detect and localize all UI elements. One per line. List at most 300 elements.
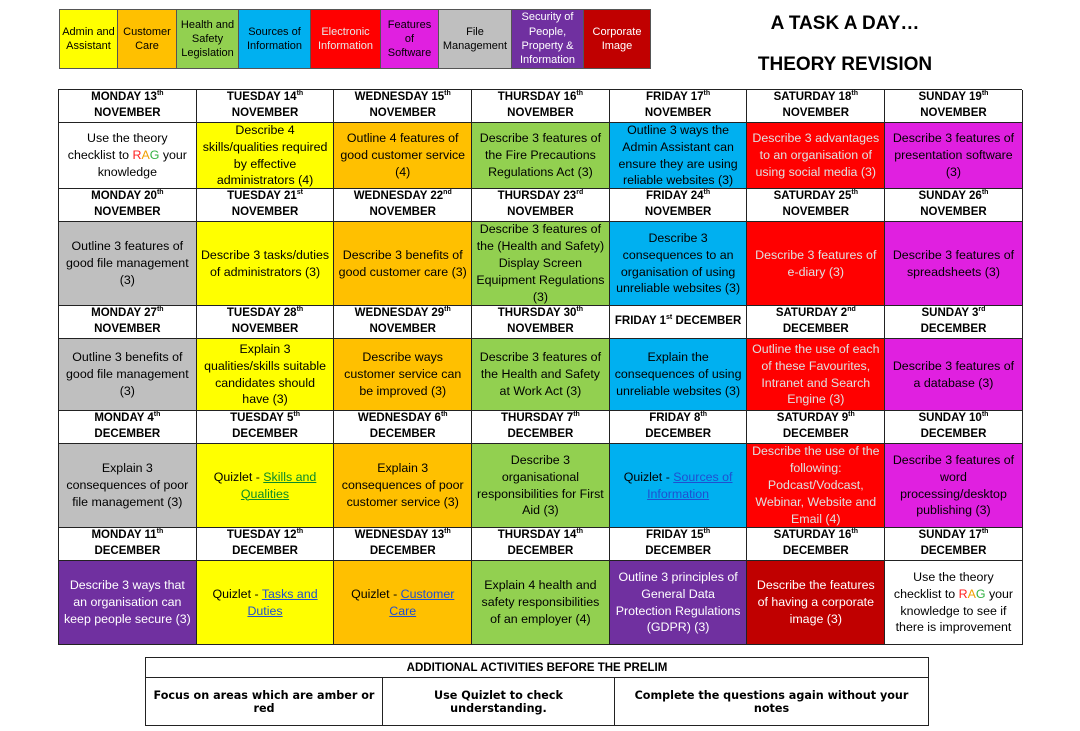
day-header-text	[94, 411, 160, 442]
task-text	[63, 130, 192, 181]
day-header-text	[91, 528, 163, 559]
day-header-text	[227, 528, 303, 559]
day-name: FRIDAY 15	[646, 529, 704, 542]
task-cell	[59, 561, 197, 645]
task-text	[338, 130, 467, 181]
task-description: Describe 3 features of the Health and Safety at Work Act (3)	[479, 350, 602, 398]
day-ordinal: th	[440, 411, 448, 419]
task-text	[63, 577, 192, 628]
day-header	[610, 189, 748, 222]
task-cell	[59, 444, 197, 528]
day-header-text	[919, 528, 989, 559]
day-month: NOVEMBER	[920, 107, 987, 119]
day-header	[747, 528, 885, 561]
day-month: NOVEMBER	[507, 206, 574, 218]
task-text	[201, 469, 330, 503]
rag-letter: R	[958, 586, 968, 601]
day-header-text	[91, 306, 163, 337]
task-cell	[59, 123, 197, 189]
day-header	[472, 90, 610, 123]
task-description: Outline 4 features of good customer service (4)	[340, 131, 466, 179]
day-header-text	[776, 306, 856, 337]
day-header-text	[919, 189, 989, 220]
day-month: NOVEMBER	[644, 206, 712, 218]
legend-health-safety: Health and Safety Legislation	[177, 10, 239, 68]
day-ordinal: th	[156, 90, 164, 98]
task-cell	[610, 444, 748, 528]
task-text	[751, 444, 880, 528]
day-name: TUESDAY 5	[230, 412, 294, 425]
day-header-text	[354, 189, 452, 220]
task-text	[338, 460, 467, 511]
task-text-pre: Use the theory checklist to	[67, 131, 168, 163]
day-header-text	[227, 306, 303, 337]
task-description: Describe 3 features of the (Health and Safety) Display Screen Equipment Regulations (3)	[476, 222, 605, 304]
task-description: Describe 3 tasks/duties of administrators (3)	[200, 247, 330, 279]
task-text-pre: Quizlet -	[351, 586, 401, 601]
additional-activity-1: Focus on areas which are amber or red	[146, 678, 383, 725]
day-header-text	[230, 411, 300, 442]
task-text	[201, 586, 330, 620]
task-cell	[885, 444, 1023, 528]
day-name: WEDNESDAY 6	[357, 412, 441, 425]
day-header	[59, 90, 197, 123]
task-cell	[747, 561, 885, 645]
day-ordinal: th	[576, 528, 584, 536]
task-text	[476, 130, 605, 181]
task-description: Describe 3 features of a database (3)	[892, 358, 1015, 390]
rag-letter: A	[967, 586, 976, 601]
day-ordinal: th	[156, 528, 164, 536]
day-header	[334, 411, 472, 444]
day-ordinal: rd	[576, 189, 584, 197]
day-ordinal: rd	[978, 306, 986, 314]
day-ordinal: th	[981, 411, 989, 419]
legend-file-management: File Management	[439, 10, 512, 68]
task-text	[476, 577, 605, 628]
task-cell	[885, 123, 1023, 189]
day-header	[472, 411, 610, 444]
day-ordinal: th	[848, 411, 855, 419]
day-header-text	[498, 306, 583, 337]
day-name: SATURDAY 16	[773, 529, 852, 542]
day-header-text	[777, 411, 855, 442]
day-month: DECEMBER	[369, 428, 436, 440]
day-name: SUNDAY 17	[918, 529, 982, 542]
day-header	[885, 411, 1023, 444]
rag-word	[959, 587, 986, 601]
additional-activities-table	[145, 657, 929, 726]
day-header-text	[615, 314, 741, 330]
day-header-text	[355, 306, 451, 337]
day-name: SUNDAY 10	[918, 412, 982, 425]
rag-letter: G	[975, 586, 986, 601]
additional-activities-heading: ADDITIONAL ACTIVITIES BEFORE THE PRELIM	[146, 658, 928, 678]
quizlet-link[interactable]: Tasks and Duties	[247, 586, 318, 618]
day-month: DECEMBER	[920, 323, 987, 335]
day-header-text	[919, 411, 989, 442]
day-header-text	[498, 90, 583, 121]
task-description: Outline 3 features of good file management (3)	[66, 239, 189, 287]
day-month: DECEMBER	[645, 428, 711, 440]
day-header	[472, 306, 610, 339]
task-description: Describe 3 organisational responsibilities for First Aid (3)	[477, 452, 604, 518]
task-description: Describe 3 consequences to an organisation of using unreliable websites (3)	[616, 230, 741, 296]
task-cell	[197, 444, 335, 528]
day-name: SUNDAY 3	[921, 307, 979, 320]
day-month: NOVEMBER	[231, 107, 299, 119]
day-ordinal: th	[981, 90, 989, 98]
day-name: SUNDAY 26	[918, 190, 982, 203]
task-description: Outline 3 principles of General Data Protection Regulations (GDPR) (3)	[615, 569, 741, 635]
task-description: Describe 4 skills/qualities required by effective administrators (4)	[202, 123, 328, 188]
day-month: NOVEMBER	[231, 206, 299, 218]
day-month: DECEMBER	[94, 428, 161, 440]
day-month: NOVEMBER	[369, 323, 436, 335]
day-ordinal: th	[703, 189, 711, 197]
day-header-text	[645, 90, 711, 121]
task-cell	[885, 222, 1023, 306]
task-text	[63, 349, 192, 400]
task-cell	[197, 123, 335, 189]
day-month: NOVEMBER	[782, 107, 849, 119]
day-header	[610, 528, 748, 561]
day-ordinal: th	[573, 411, 580, 419]
day-month: NOVEMBER	[369, 206, 436, 218]
day-month: DECEMBER	[782, 428, 849, 440]
day-ordinal: th	[293, 411, 300, 419]
task-text	[338, 247, 467, 281]
day-header	[747, 189, 885, 222]
day-header-text	[91, 90, 163, 121]
day-header	[59, 528, 197, 561]
task-text-pre: Quizlet -	[623, 469, 674, 484]
day-month: NOVEMBER	[507, 107, 574, 119]
task-text-pre: Use the theory checklist to	[893, 569, 994, 601]
task-text	[889, 358, 1018, 392]
day-month: DECEMBER	[920, 428, 987, 440]
additional-activity-2: Use Quizlet to check understanding.	[383, 678, 615, 725]
task-text	[476, 452, 605, 519]
day-header-text	[501, 411, 580, 442]
day-name: SATURDAY 2	[775, 307, 848, 320]
day-month: DECEMBER	[369, 545, 436, 557]
day-month: NOVEMBER	[507, 323, 574, 335]
day-header	[197, 528, 335, 561]
rag-word	[133, 148, 160, 162]
day-name: MONDAY 11	[91, 529, 157, 542]
task-text	[614, 123, 743, 189]
day-name: THURSDAY 23	[497, 190, 577, 203]
day-header	[59, 411, 197, 444]
task-cell	[334, 222, 472, 306]
task-description: Describe the use of the following: Podcast/Vodcast, Webinar, Website and Email (4)	[752, 444, 880, 526]
legend-security: Security of People, Property & Information	[512, 10, 584, 68]
rag-letter: R	[132, 148, 142, 163]
day-name: SATURDAY 9	[776, 412, 849, 425]
day-header	[197, 306, 335, 339]
day-month: DECEMBER	[920, 545, 987, 557]
day-header	[885, 90, 1023, 123]
day-header	[59, 189, 197, 222]
day-ordinal: th	[156, 306, 164, 314]
day-ordinal: th	[156, 189, 164, 197]
day-month: NOVEMBER	[94, 107, 161, 119]
day-header	[472, 189, 610, 222]
day-header-text	[645, 189, 711, 220]
task-cell	[197, 561, 335, 645]
day-name: FRIDAY 17	[646, 91, 704, 104]
task-text	[63, 460, 192, 511]
day-month: NOVEMBER	[782, 206, 849, 218]
task-cell	[747, 339, 885, 411]
task-description: Explain the consequences of using unreliable websites (3)	[614, 350, 742, 398]
task-text	[751, 130, 880, 181]
task-cell	[885, 339, 1023, 411]
rag-letter: A	[141, 148, 150, 163]
day-month: DECEMBER	[507, 545, 574, 557]
quizlet-link[interactable]: Sources of Information	[647, 469, 733, 501]
day-ordinal: th	[851, 528, 858, 536]
day-name: MONDAY 27	[91, 307, 157, 320]
task-description: Describe ways customer service can be improved (3)	[344, 350, 462, 398]
task-text-post: your knowledge	[97, 148, 187, 179]
day-header	[334, 90, 472, 123]
task-text	[889, 569, 1018, 636]
day-header	[747, 90, 885, 123]
task-text	[751, 247, 880, 281]
day-header-text	[774, 90, 858, 121]
task-cell	[747, 222, 885, 306]
day-ordinal: th	[444, 528, 451, 536]
task-cell	[334, 339, 472, 411]
day-name: SATURDAY 18	[773, 91, 852, 104]
day-name: FRIDAY 1	[614, 315, 667, 328]
task-cell	[59, 222, 197, 306]
task-text	[63, 238, 192, 289]
day-name: SATURDAY 25	[773, 190, 852, 203]
day-header	[747, 306, 885, 339]
day-header	[747, 411, 885, 444]
task-description: Describe 3 features of word processing/desktop publishing (3)	[892, 452, 1015, 518]
legend-customer-care: Customer Care	[118, 10, 177, 68]
task-cell	[885, 561, 1023, 645]
task-text	[614, 469, 743, 503]
day-name: WEDNESDAY 22	[353, 190, 444, 203]
day-month: NOVEMBER	[231, 323, 299, 335]
task-text	[614, 569, 743, 636]
day-header	[885, 306, 1023, 339]
task-text	[614, 230, 743, 297]
day-header-text	[645, 528, 711, 559]
day-month: NOVEMBER	[94, 323, 161, 335]
task-text	[201, 123, 330, 189]
day-ordinal: th	[296, 306, 304, 314]
task-text	[751, 341, 880, 408]
task-description: Explain 3 consequences of poor file management (3)	[66, 461, 189, 509]
day-name: THURSDAY 30	[497, 307, 577, 320]
task-cell	[334, 444, 472, 528]
day-name: FRIDAY 8	[649, 412, 701, 425]
task-description: Describe 3 benefits of good customer care (3)	[338, 247, 467, 279]
day-name: FRIDAY 24	[646, 190, 704, 203]
day-header-text	[498, 189, 584, 220]
task-cell	[59, 339, 197, 411]
task-text	[614, 349, 743, 400]
task-cell	[472, 123, 610, 189]
day-month: NOVEMBER	[94, 206, 161, 218]
day-ordinal: th	[296, 90, 304, 98]
task-cell	[610, 123, 748, 189]
task-cell	[472, 339, 610, 411]
task-text-pre: Quizlet -	[213, 469, 264, 484]
task-text	[338, 586, 467, 620]
task-text	[889, 452, 1018, 519]
task-text	[889, 247, 1018, 281]
task-description: Explain 3 consequences of poor customer service (3)	[341, 461, 464, 509]
additional-activities-row	[146, 678, 928, 725]
task-text	[338, 349, 467, 400]
day-ordinal: th	[700, 411, 707, 419]
day-header	[334, 189, 472, 222]
task-cell	[472, 561, 610, 645]
task-description: Describe 3 features of the Fire Precautions Regulations Act (3)	[479, 131, 602, 179]
legend-admin: Admin and Assistant	[60, 10, 118, 68]
day-name: THURSDAY 16	[497, 91, 577, 104]
revision-calendar	[58, 89, 1022, 645]
task-description: Outline 3 benefits of good file management (3)	[66, 350, 189, 398]
day-header-text	[774, 189, 858, 220]
task-text	[476, 222, 605, 306]
day-header	[610, 90, 748, 123]
page-title: A TASK A DAY…	[770, 13, 920, 34]
day-header	[334, 306, 472, 339]
day-header-text	[498, 528, 583, 559]
day-header-text	[91, 189, 163, 220]
day-header	[334, 528, 472, 561]
day-name: MONDAY 4	[94, 412, 154, 425]
day-header	[472, 528, 610, 561]
task-text-post: your knowledge to see if there is improvement	[895, 586, 1014, 635]
day-month: DECEMBER	[645, 545, 711, 557]
day-name: MONDAY 20	[91, 190, 157, 203]
day-header-text	[645, 411, 711, 442]
day-name: MONDAY 13	[91, 91, 157, 104]
day-header-text	[921, 306, 987, 337]
task-description: Describe 3 features of presentation software (3)	[892, 131, 1015, 179]
day-header-text	[355, 528, 451, 559]
task-cell	[334, 123, 472, 189]
day-month: DECEMBER	[782, 323, 849, 335]
day-header	[885, 528, 1023, 561]
day-month: NOVEMBER	[369, 107, 436, 119]
day-month: DECEMBER	[232, 428, 298, 440]
day-name: WEDNESDAY 15	[354, 91, 445, 104]
task-description: Describe 3 features of e-diary (3)	[755, 247, 877, 279]
day-header-text	[358, 411, 448, 442]
day-ordinal: th	[576, 306, 584, 314]
task-description: Outline the use of each of these Favourites, Intranet and Search Engine (3)	[752, 341, 880, 407]
day-ordinal: th	[444, 90, 451, 98]
day-ordinal: th	[703, 528, 711, 536]
day-name: WEDNESDAY 29	[354, 307, 445, 320]
day-header	[610, 411, 748, 444]
day-ordinal: th	[153, 411, 161, 419]
task-cell	[610, 222, 748, 306]
day-ordinal: th	[851, 90, 858, 98]
day-month: DECEMBER	[232, 545, 298, 557]
quizlet-link[interactable]: Customer Care	[389, 586, 455, 618]
day-header	[610, 306, 748, 339]
task-cell	[197, 222, 335, 306]
day-ordinal: th	[981, 189, 989, 197]
day-name: SUNDAY 19	[918, 91, 982, 104]
task-description: Describe 3 advantages to an organisation of using social media (3)	[752, 131, 880, 179]
day-name: TUESDAY 28	[226, 307, 297, 320]
day-header-text	[774, 528, 858, 559]
day-header	[197, 411, 335, 444]
day-name: WEDNESDAY 13	[354, 529, 445, 542]
day-month: DECEMBER	[675, 315, 742, 328]
task-text-pre: Quizlet -	[212, 586, 262, 601]
legend-corporate-image: Corporate Image	[584, 10, 650, 68]
day-header-text	[227, 189, 303, 220]
day-name: TUESDAY 12	[226, 529, 297, 542]
day-header-text	[919, 90, 989, 121]
task-description: Explain 4 health and safety responsibilities of an employer (4)	[481, 578, 600, 626]
day-ordinal: th	[296, 528, 304, 536]
task-text	[751, 577, 880, 628]
page-subtitle: THEORY REVISION	[757, 54, 933, 75]
category-legend	[59, 9, 651, 69]
task-cell	[472, 222, 610, 306]
day-name: THURSDAY 7	[500, 412, 574, 425]
task-cell	[334, 561, 472, 645]
task-description: Describe the features of having a corporate image (3)	[756, 578, 875, 626]
day-ordinal: st	[666, 314, 673, 322]
day-ordinal: st	[296, 189, 303, 197]
day-ordinal: th	[981, 528, 989, 536]
day-header	[885, 189, 1023, 222]
task-text	[201, 247, 330, 281]
day-name: TUESDAY 14	[226, 91, 297, 104]
day-ordinal: th	[576, 90, 584, 98]
task-description: Outline 3 ways the Admin Assistant can ensure they are using reliable websites (3)	[618, 123, 738, 188]
day-month: NOVEMBER	[920, 206, 987, 218]
quizlet-link[interactable]: Skills and Qualities	[240, 469, 317, 501]
day-ordinal: th	[444, 306, 451, 314]
task-description: Describe 3 ways that an organisation can keep people secure (3)	[63, 578, 191, 626]
day-ordinal: nd	[847, 306, 856, 314]
task-text	[476, 349, 605, 400]
task-cell	[197, 339, 335, 411]
day-ordinal: th	[851, 189, 858, 197]
task-cell	[747, 123, 885, 189]
day-header-text	[355, 90, 451, 121]
task-description: Describe 3 features of spreadsheets (3)	[892, 247, 1015, 279]
day-ordinal: nd	[443, 189, 452, 197]
day-header	[197, 189, 335, 222]
day-name: THURSDAY 14	[497, 529, 577, 542]
task-cell	[747, 444, 885, 528]
day-name: TUESDAY 21	[227, 190, 297, 203]
task-description: Explain 3 qualities/skills suitable candidates should have (3)	[204, 341, 326, 407]
task-text	[201, 341, 330, 408]
day-month: DECEMBER	[507, 428, 574, 440]
day-ordinal: th	[703, 90, 711, 98]
day-header	[197, 90, 335, 123]
task-cell	[610, 339, 748, 411]
